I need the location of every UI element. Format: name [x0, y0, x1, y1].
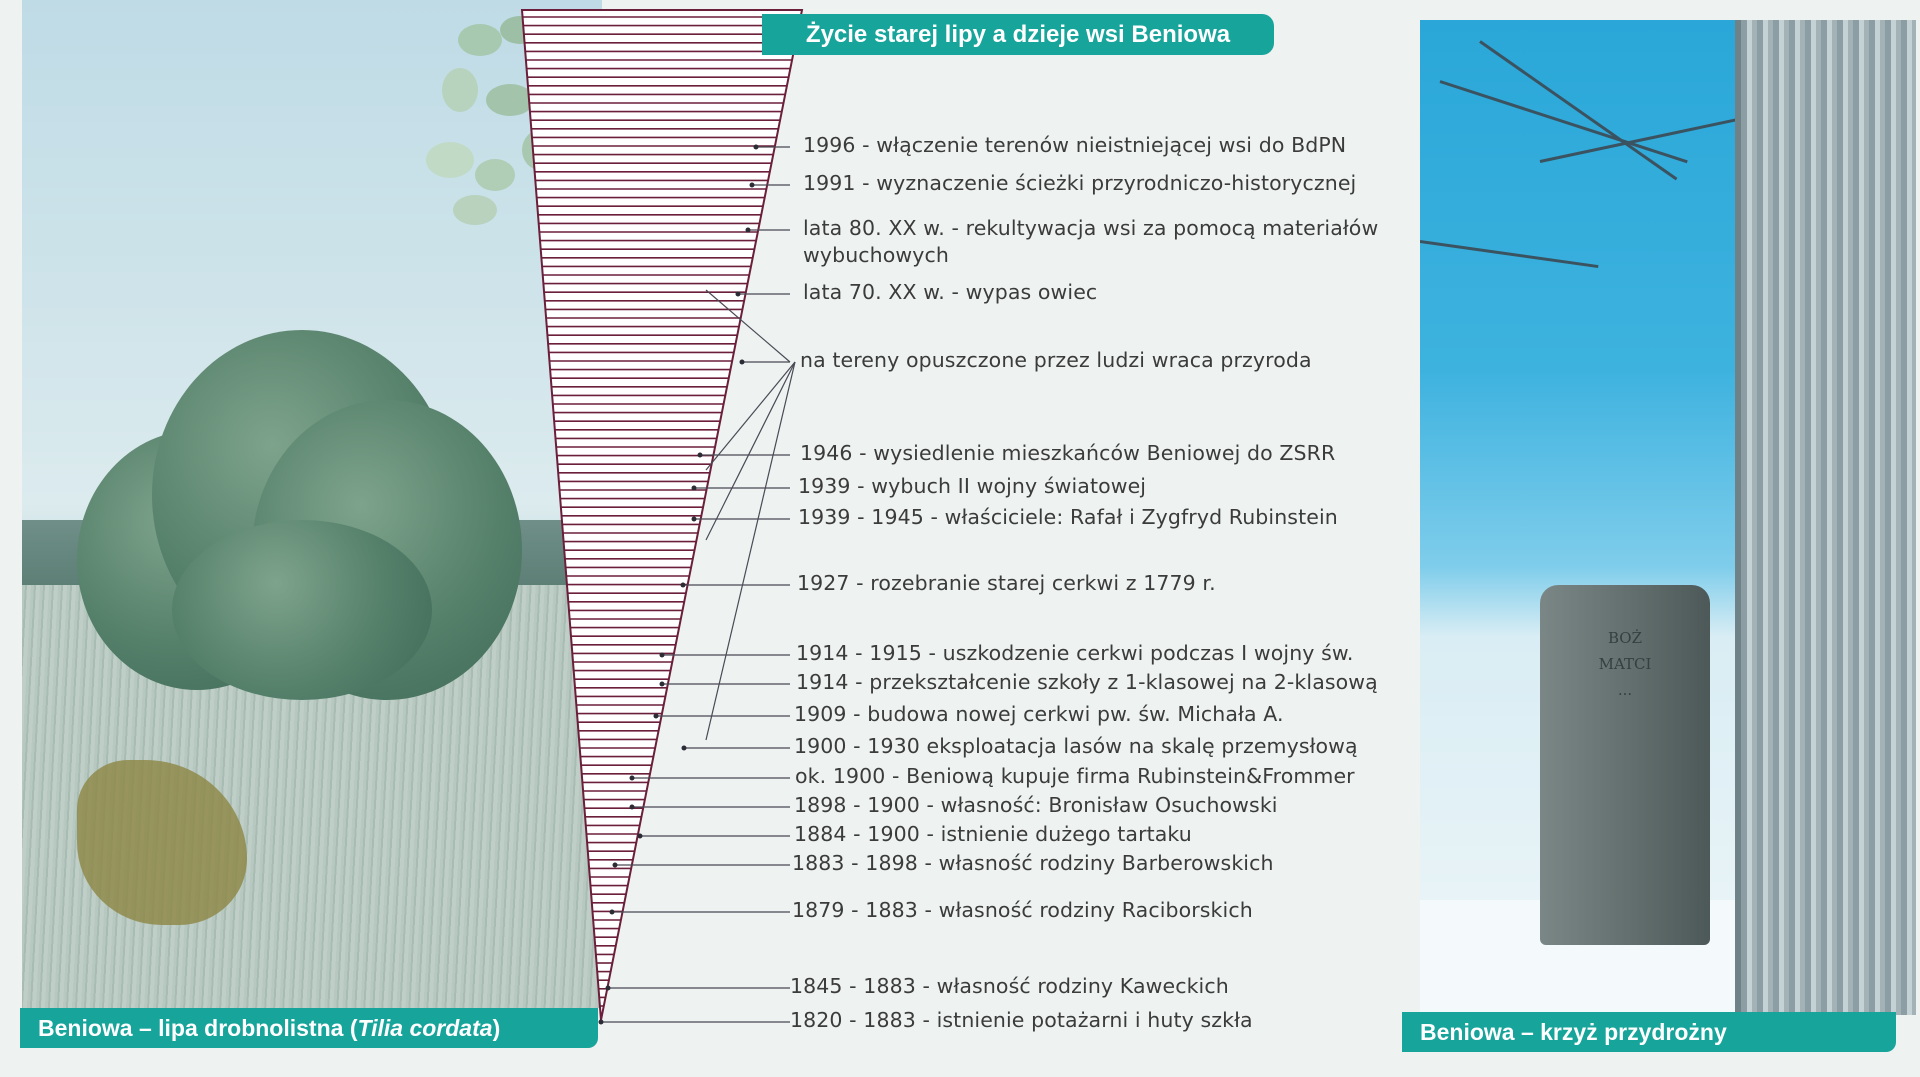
timeline-entry: 1991 - wyznaczenie ścieżki przyrodniczo-historycznej — [803, 171, 1357, 195]
ring-marker — [692, 517, 697, 522]
stone-cross-base — [1540, 585, 1710, 945]
timeline-entry: 1927 - rozebranie starej cerkwi z 1779 r. — [797, 571, 1216, 595]
ring-marker — [610, 910, 615, 915]
roadside-cross-photo — [1420, 20, 1916, 1015]
timeline-entry: ok. 1900 - Beniową kupuje firma Rubinstein&Frommer — [795, 764, 1355, 788]
ring-marker — [630, 776, 635, 781]
board-title: Życie starej lipy a dzieje wsi Beniowa — [762, 14, 1274, 55]
ring-marker — [698, 453, 703, 458]
branch — [1479, 40, 1677, 180]
ring-marker — [736, 292, 741, 297]
ring-marker — [660, 682, 665, 687]
ring-marker — [750, 183, 755, 188]
timeline-entry: 1939 - wybuch II wojny światowej — [798, 474, 1147, 498]
timeline-entry: 1939 - 1945 - właściciele: Rafał i Zygfryd Rubinstein — [798, 505, 1338, 529]
ring-marker — [682, 746, 687, 751]
ring-marker — [599, 1020, 604, 1025]
timeline-entry: 1898 - 1900 - własność: Bronisław Osuchowski — [794, 793, 1278, 817]
timeline-entry: 1914 - przekształcenie szkoły z 1-klasowej na 2-klasową — [796, 670, 1378, 694]
timeline-entry: 1845 - 1883 - własność rodziny Kaweckich — [790, 974, 1229, 998]
ring-marker — [630, 805, 635, 810]
tree-trunk — [1735, 20, 1916, 1015]
right-photo-caption: Beniowa – krzyż przydrożny — [1402, 1012, 1896, 1052]
ring-marker — [654, 714, 659, 719]
inscription-line: MATCI — [1598, 655, 1652, 673]
ring-marker — [740, 360, 745, 365]
ring-marker — [681, 583, 686, 588]
caption-text: Beniowa – lipa drobnolistna ( — [38, 1014, 358, 1041]
ring-marker — [746, 228, 751, 233]
ring-marker — [606, 986, 611, 991]
branch — [1440, 80, 1688, 163]
timeline-entry: 1884 - 1900 - istnienie dużego tartaku — [794, 822, 1192, 846]
inscription-line: ... — [1617, 681, 1633, 699]
ring-marker — [692, 486, 697, 491]
caption-latin-name: Tilia cordata — [357, 1014, 493, 1041]
stone-inscription — [1575, 625, 1675, 703]
ring-marker — [660, 653, 665, 658]
timeline-entry: 1883 - 1898 - własność rodziny Barberowskich — [792, 851, 1274, 875]
inscription-line: BOŻ — [1607, 629, 1643, 647]
ring-marker — [638, 834, 643, 839]
timeline-entry: lata 80. XX w. - rekultywacja wsi za pomocą materiałów wybuchowych — [803, 216, 1379, 267]
timeline-entry: 1820 - 1883 - istnienie potażarni i huty szkła — [790, 1008, 1253, 1032]
timeline-entry: 1996 - włączenie terenów nieistniejącej wsi do BdPN — [803, 133, 1347, 157]
ring-marker — [613, 863, 618, 868]
ring-marker — [754, 145, 759, 150]
timeline-entry: 1900 - 1930 eksploatacja lasów na skalę przemysłową — [794, 734, 1358, 758]
timeline-entry: lata 70. XX w. - wypas owiec — [803, 280, 1098, 304]
timeline-entry: 1879 - 1883 - własność rodziny Raciborskich — [792, 898, 1253, 922]
caption-text: ) — [492, 1014, 501, 1041]
timeline-entry: 1909 - budowa nowej cerkwi pw. św. Michała A. — [794, 702, 1284, 726]
timeline-entry: 1914 - 1915 - uszkodzenie cerkwi podczas I wojny św. — [796, 641, 1354, 665]
timeline-entry: 1946 - wysiedlenie mieszkańców Beniowej do ZSRR — [800, 441, 1336, 465]
branch — [1420, 240, 1598, 268]
left-photo-caption — [20, 1008, 598, 1048]
timeline-entry: na tereny opuszczone przez ludzi wraca przyroda — [800, 348, 1312, 372]
